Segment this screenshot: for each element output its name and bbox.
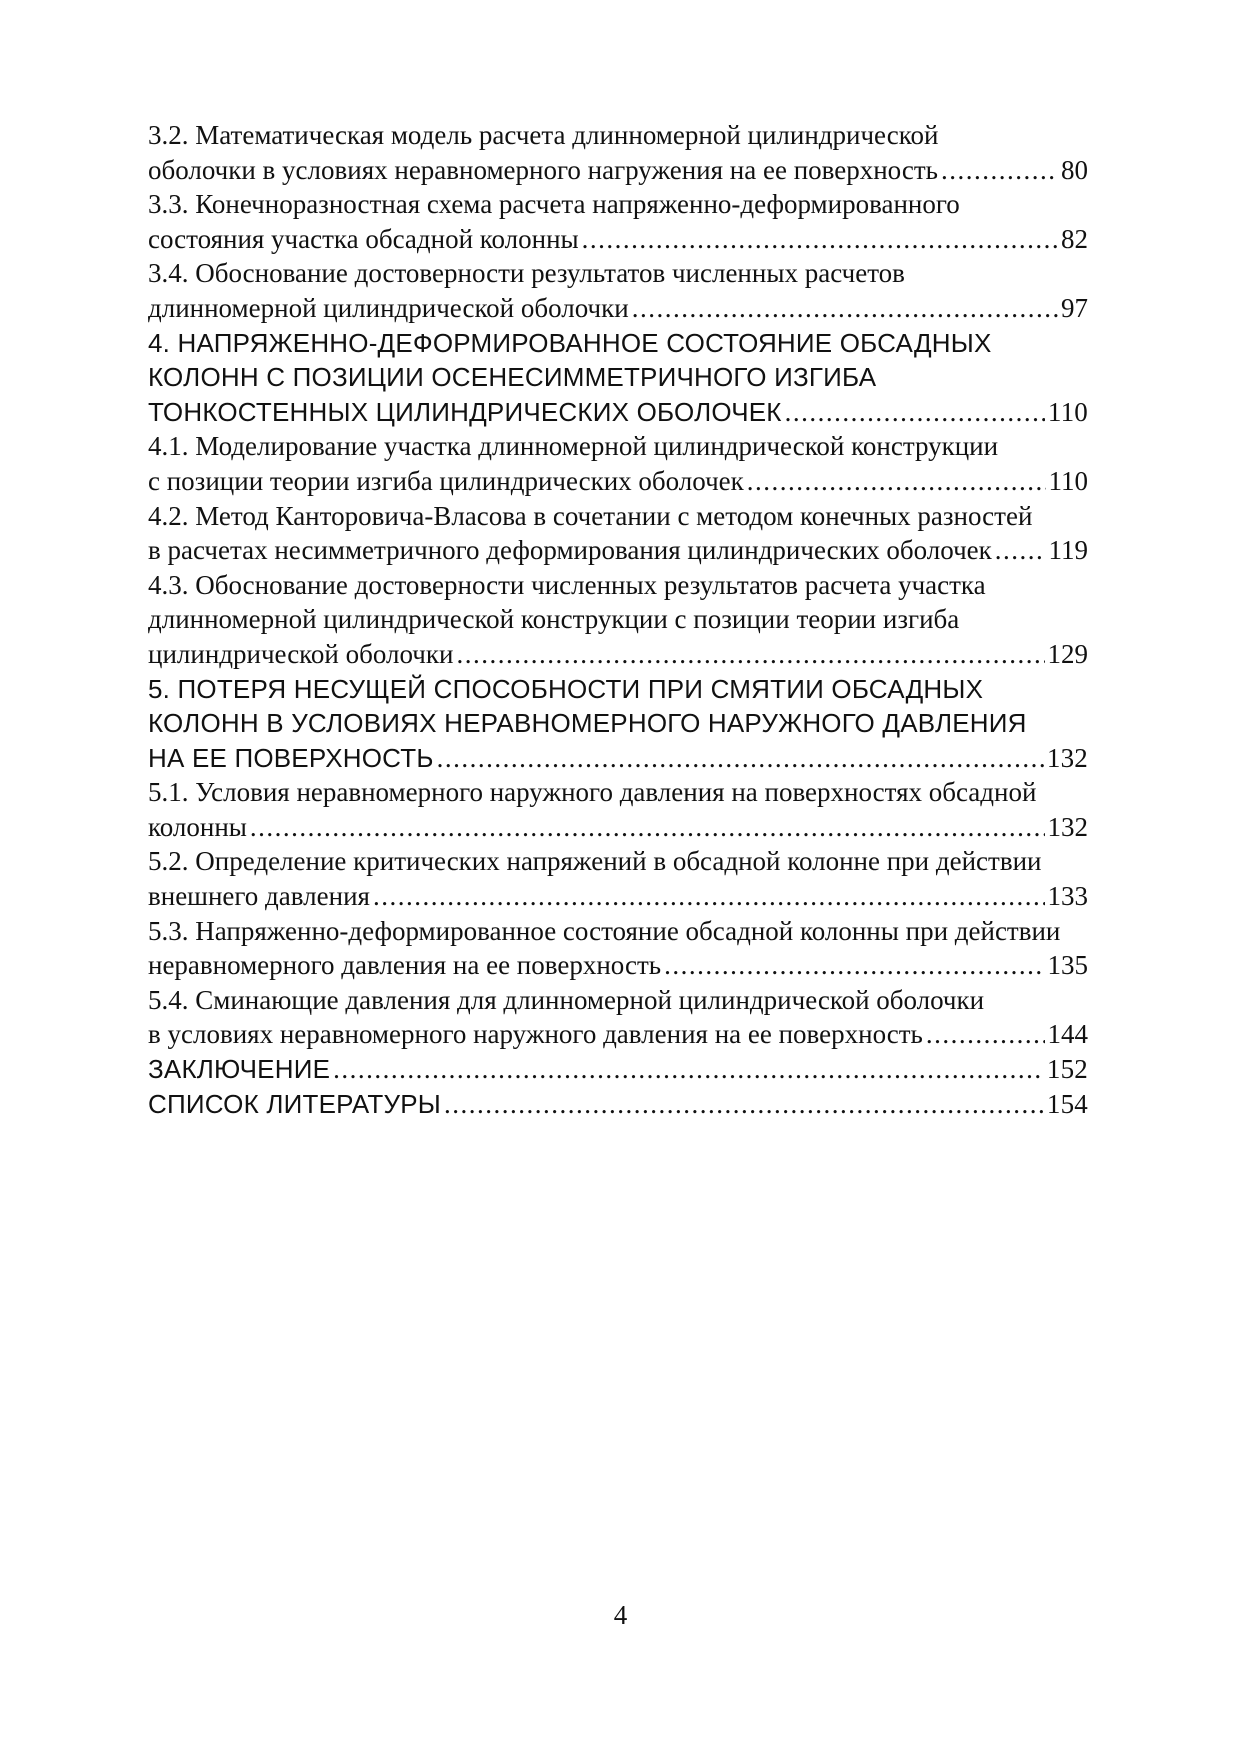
toc-entry-line: 3.2. Математическая модель расчета длинномерной цилиндрической [148, 120, 939, 150]
dot-leader [941, 153, 1058, 188]
toc-entry-last-line [148, 637, 1088, 672]
dot-leader [373, 879, 1045, 914]
dot-leader [456, 637, 1044, 672]
toc-page-number: 110 [1048, 465, 1088, 496]
toc-entry-last-line [148, 291, 1088, 326]
toc-chapter-entry [148, 326, 1088, 430]
toc-entry-line: с позиции теории изгиба цилиндрических оболочек [148, 465, 744, 496]
toc-entry-line: 4.1. Моделирование участка длинномерной цилиндрической конструкции [148, 431, 999, 462]
toc-entry-line: 5. ПОТЕРЯ НЕСУЩЕЙ СПОСОБНОСТИ ПРИ СМЯТИИ ОБСАДНЫХ [148, 673, 984, 704]
toc-entry-last-line [148, 222, 1088, 257]
toc-entry-last-line [148, 741, 1088, 776]
toc-entry [148, 775, 1088, 844]
dot-leader [664, 948, 1044, 983]
toc-entry-line: в расчетах несимметричного деформирования цилиндрических оболочек [148, 535, 992, 566]
toc-entry-last-line [148, 533, 1088, 568]
toc-entry-line: ЗАКЛЮЧЕНИЕ [148, 1054, 331, 1085]
toc-entry-line: 4.2. Метод Канторовича-Власова в сочетании с методом конечных разностей [148, 500, 1033, 531]
toc-entry [148, 118, 1088, 187]
toc-entry-last-line [148, 948, 1088, 983]
dot-leader [632, 291, 1058, 326]
dot-leader [437, 741, 1044, 776]
toc-entry [148, 914, 1088, 983]
dot-leader [785, 395, 1045, 430]
table-of-contents [148, 118, 1088, 1121]
toc-page-number: 132 [1046, 742, 1088, 773]
toc-entry [148, 568, 1088, 672]
toc-entry-line: 5.1. Условия неравномерного наружного давления на поверхностях обсадной [148, 777, 1037, 808]
toc-page-number: 82 [1061, 223, 1088, 254]
dot-leader [926, 1017, 1045, 1052]
toc-entry-line: состояния участка обсадной колонны [148, 223, 579, 254]
toc-entry-line: колонны [148, 811, 247, 842]
dot-leader [995, 533, 1046, 568]
toc-page-number: 152 [1046, 1054, 1088, 1085]
toc-entry-line: оболочки в условиях неравномерного нагружения на ее поверхность [148, 154, 938, 185]
toc-entry-line: НА ЕЕ ПОВЕРХНОСТЬ [148, 742, 434, 773]
toc-entry-last-line [148, 153, 1088, 188]
toc-entry-last-line [148, 810, 1088, 845]
toc-entry-line: 3.4. Обоснование достоверности результатов численных расчетов [148, 258, 905, 289]
toc-entry-last-line [148, 464, 1088, 499]
dot-leader [582, 222, 1058, 257]
toc-chapter-entry [148, 1087, 1088, 1122]
toc-entry-last-line [148, 395, 1088, 430]
toc-entry [148, 256, 1088, 325]
toc-entry-line: СПИСОК ЛИТЕРАТУРЫ [148, 1088, 441, 1119]
dot-leader [250, 810, 1045, 845]
toc-entry-line: цилиндрической оболочки [148, 638, 454, 669]
page-number: 4 [613, 1600, 628, 1630]
toc-entry-line: 4.3. Обоснование достоверности численных результатов расчета участка [148, 569, 986, 600]
toc-entry-line: внешнего давления [148, 881, 370, 912]
dot-leader [333, 1052, 1044, 1087]
toc-page-number: 80 [1061, 154, 1088, 185]
toc-entry [148, 844, 1088, 913]
toc-entry-line: длинномерной цилиндрической конструкции с позиции теории изгиба [148, 604, 960, 635]
toc-page-number: 154 [1046, 1088, 1088, 1119]
toc-page-number: 133 [1047, 881, 1088, 912]
toc-entry-line: 5.4. Сминающие давления для длинномерной цилиндрической оболочки [148, 984, 985, 1015]
toc-page-number: 97 [1061, 292, 1088, 323]
toc-entry-line: 5.3. Напряженно-деформированное состояние обсадной колонны при действии [148, 915, 1061, 946]
dot-leader [747, 464, 1046, 499]
toc-entry-line: ТОНКОСТЕННЫХ ЦИЛИНДРИЧЕСКИХ ОБОЛОЧЕК [148, 396, 782, 427]
toc-entry-line: неравномерного давления на ее поверхность [148, 950, 662, 981]
toc-entry-line: длинномерной цилиндрической оболочки [148, 292, 629, 323]
toc-entry-last-line [148, 879, 1088, 914]
toc-entry [148, 429, 1088, 498]
toc-page-number: 129 [1047, 638, 1088, 669]
toc-entry-line: 3.3. Конечноразностная схема расчета напряженно-деформированного [148, 189, 960, 220]
toc-page-number: 119 [1048, 535, 1088, 566]
toc-entry-line: 4. НАПРЯЖЕННО-ДЕФОРМИРОВАННОЕ СОСТОЯНИЕ ОБСАДНЫХ [148, 327, 992, 358]
toc-entry-line: КОЛОНН В УСЛОВИЯХ НЕРАВНОМЕРНОГО НАРУЖНОГО ДАВЛЕНИЯ [148, 708, 1027, 739]
toc-page-number: 110 [1047, 396, 1088, 427]
toc-entry-line: 5.2. Определение критических напряжений в обсадной колонне при действии [148, 846, 1042, 877]
toc-entry-line: КОЛОНН С ПОЗИЦИИ ОСЕНЕСИММЕТРИЧНОГО ИЗГИБА [148, 362, 877, 393]
toc-entry-line: в условиях неравномерного наружного давления на ее поверхность [148, 1019, 923, 1050]
toc-page-number: 135 [1047, 950, 1088, 981]
toc-chapter-entry [148, 1052, 1088, 1087]
toc-page-number: 132 [1047, 811, 1088, 842]
toc-entry [148, 983, 1088, 1052]
toc-chapter-entry [148, 672, 1088, 776]
toc-page-number: 144 [1047, 1019, 1088, 1050]
toc-entry-last-line [148, 1052, 1088, 1087]
toc-entry-last-line [148, 1017, 1088, 1052]
toc-entry-last-line [148, 1087, 1088, 1122]
toc-entry [148, 499, 1088, 568]
toc-entry [148, 187, 1088, 256]
dot-leader [444, 1087, 1044, 1122]
